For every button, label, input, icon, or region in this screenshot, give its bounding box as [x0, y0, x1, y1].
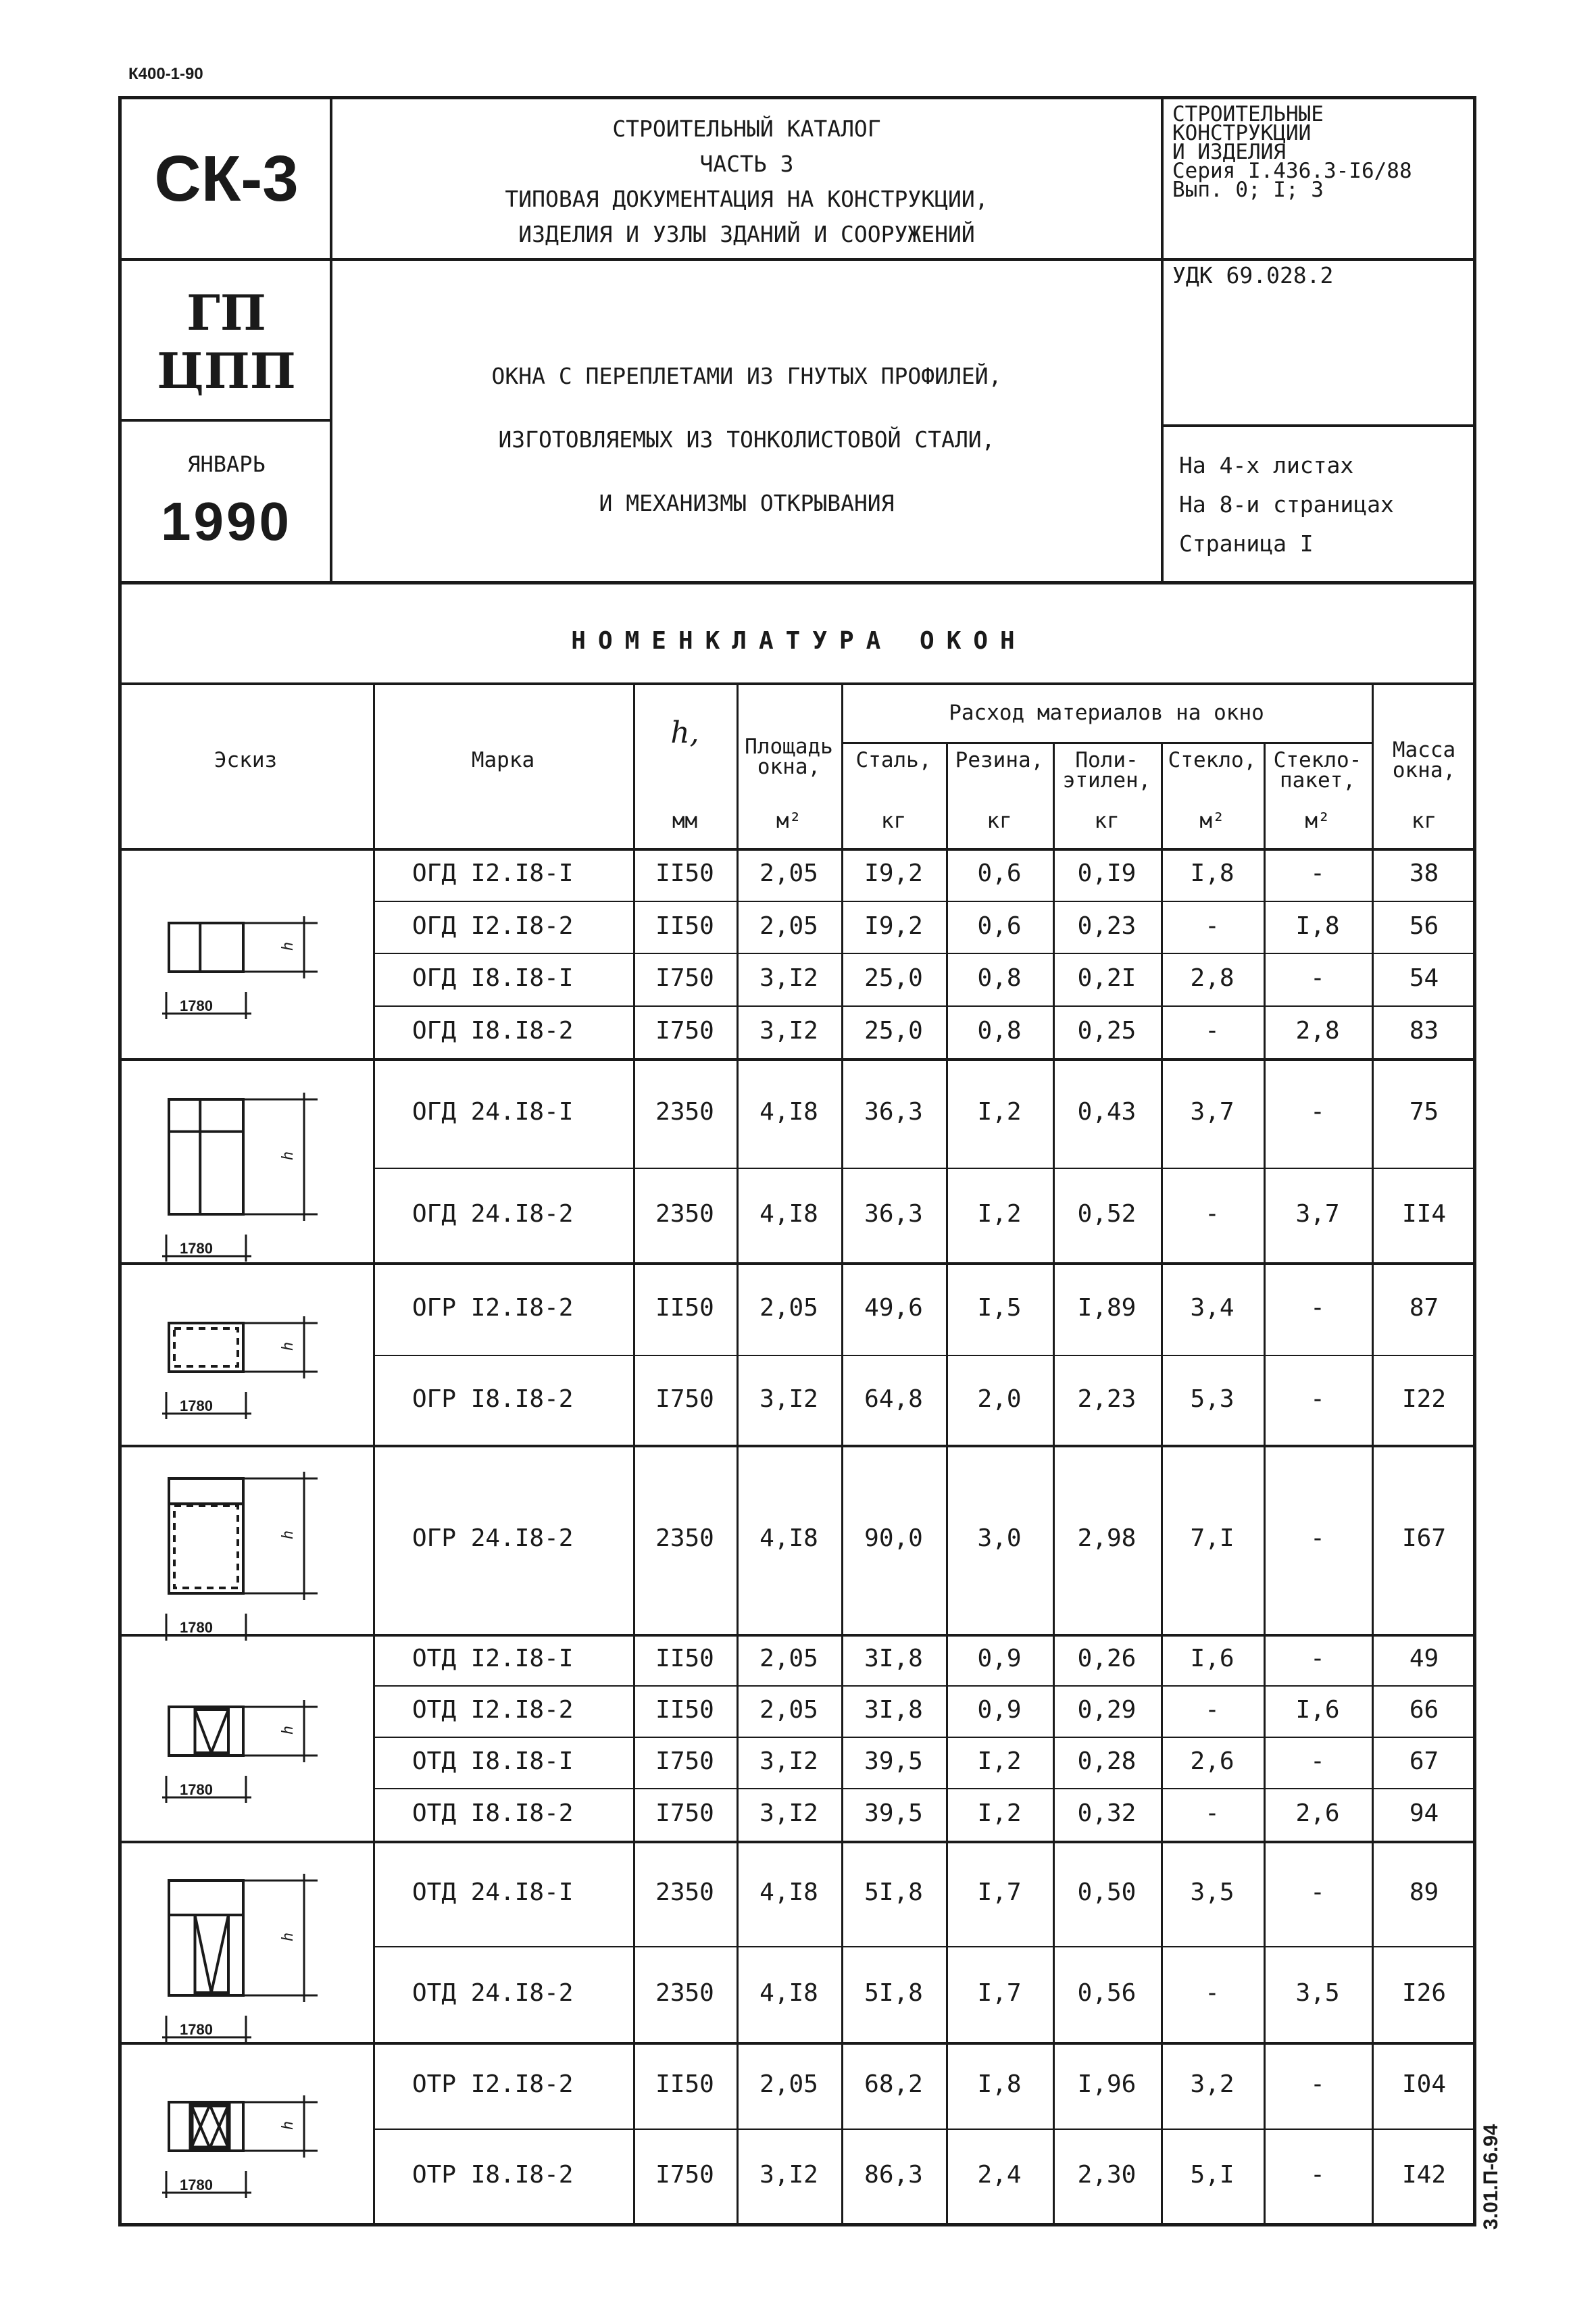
row-cell: 3,0: [977, 1524, 1022, 1552]
row-cell: 49,6: [864, 1293, 923, 1322]
header-glass: Стекло,: [1168, 748, 1257, 772]
row-cell: 49: [1409, 1645, 1439, 1672]
row-cell: 75: [1409, 1098, 1439, 1126]
row-cell: I,7: [977, 1878, 1022, 1906]
table-rule: [373, 682, 375, 2224]
header-glasspack: Стекло-: [1273, 748, 1362, 772]
row-cell: 5,I: [1190, 2161, 1235, 2189]
table-rule: [373, 1058, 1476, 1061]
row-mark: ОГД I8.I8-2: [412, 1017, 574, 1045]
sketch-dim-label: 1780: [180, 1619, 213, 1636]
catalog-badge: СК-3: [154, 143, 299, 215]
row-cell: 2,05: [759, 1696, 818, 1724]
row-cell: I,8: [1190, 860, 1235, 887]
row-cell: 0,8: [977, 1017, 1022, 1045]
row-cell: -: [1310, 2161, 1325, 2189]
table-rule: [373, 1841, 1476, 1843]
row-cell: 0,9: [977, 1696, 1022, 1724]
row-cell: I,6: [1295, 1696, 1340, 1724]
row-cell: 0,56: [1077, 1979, 1137, 2007]
row-cell: 0,52: [1077, 1200, 1137, 1228]
row-cell: 89: [1409, 1878, 1439, 1906]
row-cell: I,89: [1077, 1293, 1137, 1322]
header-steel: Сталь,: [855, 748, 932, 772]
row-cell: 3,I2: [759, 2161, 818, 2189]
row-cell: 25,0: [864, 1017, 923, 1045]
sketch-h-label: h: [280, 1932, 297, 1942]
row-cell: I42: [1401, 2161, 1447, 2189]
header-mass: Масса: [1392, 738, 1456, 762]
title-line: ОКНА С ПЕРЕПЛЕТАМИ ИЗ ГНУТЫХ ПРОФИЛЕЙ,: [491, 363, 1002, 389]
header-rubber-unit: кг: [987, 809, 1012, 833]
sketch-h-label: h: [280, 941, 297, 951]
header-materials: Расход материалов на окно: [949, 701, 1264, 725]
row-cell: 36,3: [864, 1098, 923, 1126]
row-mark: ОГР I8.I8-2: [412, 1385, 574, 1413]
sketch-dim-label: 1780: [180, 2176, 213, 2193]
row-cell: -: [1310, 1645, 1325, 1672]
row-cell: 3,4: [1190, 1293, 1235, 1322]
table-rule: [373, 1168, 1476, 1169]
row-cell: 0,32: [1077, 1799, 1137, 1827]
row-cell: II4: [1401, 1200, 1447, 1228]
table-rule: [373, 1005, 1476, 1007]
row-cell: 2,98: [1077, 1524, 1137, 1552]
row-cell: 64,8: [864, 1385, 923, 1413]
row-cell: I,5: [977, 1293, 1022, 1322]
header-steel-unit: кг: [880, 809, 907, 833]
row-cell: 54: [1409, 964, 1439, 992]
row-cell: 3I,8: [864, 1696, 923, 1724]
row-mark: ОТР I8.I8-2: [412, 2161, 574, 2189]
row-cell: 3,I2: [759, 1385, 818, 1413]
table-rule: [118, 1058, 373, 1061]
table-rule: [118, 682, 1476, 685]
row-cell: 3,2: [1190, 2070, 1235, 2098]
udk-code: УДК 69.028.2: [1172, 262, 1334, 289]
catalog-line: СТРОИТЕЛЬНЫЙ КАТАЛОГ: [612, 116, 881, 142]
row-cell: 0,23: [1077, 912, 1137, 940]
sketch-dim-label: 1780: [180, 2021, 213, 2038]
row-cell: 0,43: [1077, 1098, 1137, 1126]
series-line: КОНСТРУКЦИИ: [1172, 121, 1312, 145]
row-cell: 0,6: [977, 912, 1022, 940]
row-cell: 90,0: [864, 1524, 923, 1552]
table-rule: [373, 1634, 1476, 1637]
header-rubber: Резина,: [955, 748, 1044, 772]
row-cell: -: [1310, 1524, 1325, 1552]
row-cell: I750: [655, 1747, 714, 1775]
table-rule: [373, 1445, 1476, 1447]
row-cell: 67: [1409, 1747, 1439, 1775]
catalog-title: [331, 111, 1162, 252]
sketch-h-label: h: [280, 1151, 297, 1161]
header-glasspack: пакет,: [1280, 768, 1355, 793]
row-cell: II50: [655, 2070, 714, 2098]
row-cell: -: [1205, 1799, 1220, 1827]
sheets-line: На 8-и страницах: [1179, 491, 1394, 518]
row-cell: I04: [1401, 2070, 1447, 2098]
row-mark: ОТД 24.I8-2: [412, 1979, 574, 2007]
row-cell: 2,05: [759, 2070, 818, 2098]
row-cell: 2,8: [1295, 1017, 1340, 1045]
table-rule: [373, 2042, 1476, 2045]
header-glasspack-unit: м²: [1305, 809, 1330, 833]
row-mark: ОГР I2.I8-2: [412, 1293, 574, 1322]
row-cell: 2350: [655, 1524, 714, 1552]
row-cell: 2,05: [759, 860, 818, 887]
row-cell: 83: [1409, 1017, 1439, 1045]
row-cell: 3,I2: [759, 1799, 818, 1827]
row-cell: 0,50: [1077, 1878, 1137, 1906]
row-cell: I,96: [1077, 2070, 1137, 2098]
row-cell: I9,2: [864, 860, 923, 887]
row-cell: 3,5: [1295, 1979, 1340, 2007]
row-cell: 2,05: [759, 912, 818, 940]
row-cell: 0,8: [977, 964, 1022, 992]
header-poly: Поли-: [1075, 748, 1139, 772]
table-rule: [373, 1946, 1476, 1947]
row-cell: 5I,8: [864, 1878, 923, 1906]
row-cell: 3,I2: [759, 1747, 818, 1775]
side-code: 3.01.П-6.94: [1480, 2124, 1502, 2230]
row-cell: I750: [655, 1799, 714, 1827]
row-cell: I9,2: [864, 912, 923, 940]
series-line: СТРОИТЕЛЬНЫЕ: [1172, 102, 1324, 126]
row-mark: ОГД I2.I8-I: [412, 860, 574, 887]
row-mark: ОГД 24.I8-2: [412, 1200, 574, 1228]
row-mark: ОГД I2.I8-2: [412, 912, 574, 940]
row-cell: -: [1310, 2070, 1325, 2098]
table-rule: [373, 953, 1476, 954]
row-cell: I750: [655, 964, 714, 992]
row-cell: 3,7: [1295, 1200, 1340, 1228]
header-area-unit: м²: [776, 809, 802, 833]
row-cell: I,7: [977, 1979, 1022, 2007]
row-cell: -: [1310, 1878, 1325, 1906]
row-cell: I750: [655, 1385, 714, 1413]
row-mark: ОТР I2.I8-2: [412, 2070, 574, 2098]
table-rule: [373, 1788, 1476, 1789]
sketch-dim-label: 1780: [180, 1240, 213, 1257]
table-rule: [373, 2129, 1476, 2130]
row-cell: 2,30: [1077, 2161, 1137, 2189]
row-cell: 68,2: [864, 2070, 923, 2098]
header-area: окна,: [757, 755, 821, 779]
row-cell: II50: [655, 912, 714, 940]
row-cell: 2350: [655, 1200, 714, 1228]
row-cell: 39,5: [864, 1799, 923, 1827]
row-cell: 4,I8: [759, 1200, 818, 1228]
row-cell: 87: [1409, 1293, 1439, 1322]
row-cell: -: [1310, 964, 1325, 992]
row-cell: -: [1205, 912, 1220, 940]
header-mass: окна,: [1392, 758, 1456, 782]
header-h-unit: мм: [672, 809, 698, 833]
row-cell: 5,3: [1190, 1385, 1235, 1413]
table-rule: [118, 2223, 1476, 2226]
row-cell: 0,28: [1077, 1747, 1137, 1775]
sheets-info: [1179, 446, 1394, 564]
org-line: ЦПП: [157, 342, 296, 399]
row-cell: I,2: [977, 1799, 1022, 1827]
sheets-line: На 4-х листах: [1179, 452, 1354, 478]
row-mark: ОГД 24.I8-I: [412, 1098, 574, 1126]
row-cell: 2350: [655, 1098, 714, 1126]
row-cell: 3,I2: [759, 964, 818, 992]
header-mark: Марка: [471, 748, 535, 772]
header-glass-unit: м²: [1199, 809, 1225, 833]
title-line: ИЗГОТОВЛЯЕМЫХ ИЗ ТОНКОЛИСТОВОЙ СТАЛИ,: [498, 426, 995, 453]
row-cell: 38: [1409, 860, 1439, 887]
table-title: НОМЕНКЛАТУРА ОКОН: [571, 627, 1027, 655]
row-cell: I,8: [977, 2070, 1022, 2098]
table-rule: [118, 848, 1476, 851]
row-mark: ОГД I8.I8-I: [412, 964, 574, 992]
row-cell: 2,0: [977, 1385, 1022, 1413]
row-cell: 4,I8: [759, 1098, 818, 1126]
row-cell: II50: [655, 1293, 714, 1322]
table-rule: [373, 1262, 1476, 1265]
title-line: И МЕХАНИЗМЫ ОТКРЫВАНИЯ: [599, 490, 895, 516]
row-cell: I26: [1401, 1979, 1447, 2007]
sketch-h-label: h: [280, 1530, 297, 1540]
series-line: Серия I.436.3-I6/88: [1172, 159, 1412, 183]
row-cell: -: [1205, 1696, 1220, 1724]
row-cell: I,2: [977, 1200, 1022, 1228]
row-cell: -: [1310, 1293, 1325, 1322]
row-cell: II50: [655, 1696, 714, 1724]
row-cell: 7,I: [1190, 1524, 1235, 1552]
header-poly-unit: кг: [1094, 809, 1120, 833]
row-cell: 94: [1409, 1799, 1439, 1827]
sketch-h-label: h: [280, 2120, 297, 2131]
row-cell: 2,6: [1190, 1747, 1235, 1775]
row-cell: -: [1310, 1747, 1325, 1775]
row-cell: 3,I2: [759, 1017, 818, 1045]
row-mark: ОТД I2.I8-I: [412, 1645, 574, 1672]
row-mark: ОТД I2.I8-2: [412, 1696, 574, 1724]
publication-month: ЯНВАРЬ: [187, 451, 266, 477]
row-cell: I,2: [977, 1098, 1022, 1126]
sketch-h-label: h: [280, 1341, 297, 1351]
row-cell: 4,I8: [759, 1524, 818, 1552]
organization: [122, 284, 331, 400]
row-cell: 2350: [655, 1979, 714, 2007]
table-rule: [118, 1445, 373, 1447]
series-line: И ИЗДЕЛИЯ: [1172, 140, 1286, 164]
row-cell: 2,6: [1295, 1799, 1340, 1827]
row-cell: 36,3: [864, 1200, 923, 1228]
row-cell: 0,26: [1077, 1645, 1137, 1672]
catalog-line: ЧАСТЬ 3: [699, 151, 794, 177]
row-cell: 2,8: [1190, 964, 1235, 992]
row-cell: I,8: [1295, 912, 1340, 940]
catalog-line: ИЗДЕЛИЯ И УЗЛЫ ЗДАНИЙ И СООРУЖЕНИЙ: [518, 221, 975, 247]
row-cell: I,2: [977, 1747, 1022, 1775]
row-cell: 66: [1409, 1696, 1439, 1724]
row-cell: 3,7: [1190, 1098, 1235, 1126]
row-cell: 56: [1409, 912, 1439, 940]
document-code: К400-1-90: [128, 65, 203, 83]
sketch-dim-label: 1780: [180, 1397, 213, 1414]
row-cell: 0,9: [977, 1645, 1022, 1672]
row-cell: 2,05: [759, 1293, 818, 1322]
row-cell: I750: [655, 2161, 714, 2189]
row-cell: II50: [655, 860, 714, 887]
document-title: [331, 345, 1162, 535]
row-cell: -: [1310, 1385, 1325, 1413]
row-cell: 4,I8: [759, 1878, 818, 1906]
sketch-dim-label: 1780: [180, 997, 213, 1014]
table-rule: [373, 1737, 1476, 1738]
row-cell: 2350: [655, 1878, 714, 1906]
series-info: [1172, 102, 1412, 202]
row-cell: 3,5: [1190, 1878, 1235, 1906]
row-cell: I22: [1401, 1385, 1447, 1413]
sketch-dim-label: 1780: [180, 1781, 213, 1798]
series-line: Вып. 0; I; 3: [1172, 178, 1324, 202]
row-cell: I750: [655, 1017, 714, 1045]
row-cell: 4,I8: [759, 1979, 818, 2007]
catalog-line: ТИПОВАЯ ДОКУМЕНТАЦИЯ НА КОНСТРУКЦИИ,: [505, 186, 989, 212]
row-mark: ОТД I8.I8-I: [412, 1747, 574, 1775]
row-cell: -: [1205, 1979, 1220, 2007]
table-rule: [373, 1685, 1476, 1687]
row-cell: 0,29: [1077, 1696, 1137, 1724]
header-h: h,: [670, 716, 699, 750]
header-poly: этилен,: [1062, 768, 1151, 793]
publication-year: 1990: [161, 491, 292, 551]
org-line: ГП: [186, 284, 266, 341]
table-rule: [841, 742, 1372, 744]
row-cell: II50: [655, 1645, 714, 1672]
table-rule: [373, 901, 1476, 902]
row-mark: ОГР 24.I8-2: [412, 1524, 574, 1552]
table-rule: [373, 1355, 1476, 1356]
row-cell: -: [1205, 1200, 1220, 1228]
row-cell: 86,3: [864, 2161, 923, 2189]
row-mark: ОТД 24.I8-I: [412, 1878, 574, 1906]
row-cell: 0,2I: [1077, 964, 1137, 992]
sketch-h-label: h: [280, 1725, 297, 1735]
row-cell: 5I,8: [864, 1979, 923, 2007]
row-cell: 0,25: [1077, 1017, 1137, 1045]
row-mark: ОТД I8.I8-2: [412, 1799, 574, 1827]
row-cell: -: [1310, 860, 1325, 887]
row-cell: 2,23: [1077, 1385, 1137, 1413]
table-rule: [118, 1841, 373, 1843]
row-cell: 0,I9: [1077, 860, 1137, 887]
row-cell: 2,4: [977, 2161, 1022, 2189]
sheets-line: Страница I: [1179, 530, 1314, 557]
row-cell: 3I,8: [864, 1645, 923, 1672]
row-cell: -: [1205, 1017, 1220, 1045]
row-cell: 0,6: [977, 860, 1022, 887]
row-cell: 39,5: [864, 1747, 923, 1775]
header-area: Площадь: [745, 735, 833, 759]
row-cell: 2,05: [759, 1645, 818, 1672]
header-sketch: Эскиз: [214, 748, 278, 772]
row-cell: I67: [1401, 1524, 1447, 1552]
row-cell: -: [1310, 1098, 1325, 1126]
row-cell: I,6: [1190, 1645, 1235, 1672]
row-cell: 25,0: [864, 964, 923, 992]
header-mass-unit: кг: [1411, 809, 1437, 833]
